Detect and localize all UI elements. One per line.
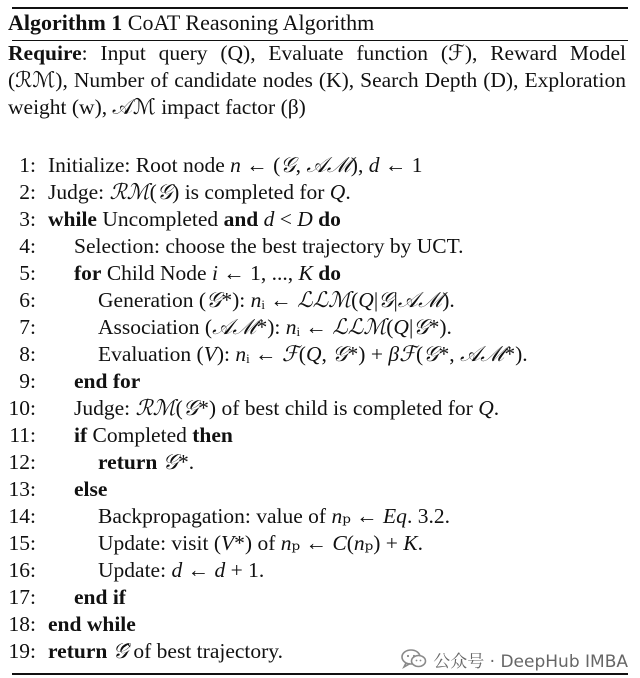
step-fragment: Evaluation ( bbox=[98, 342, 204, 366]
algorithm-step bbox=[0, 206, 640, 233]
math-symbol: β bbox=[388, 342, 400, 366]
algorithm-step bbox=[0, 476, 640, 503]
step-fragment: ( bbox=[386, 315, 394, 339]
keyword: do bbox=[318, 207, 341, 231]
step-fragment: | bbox=[373, 288, 379, 312]
math-symbol: 𝒢 bbox=[280, 153, 296, 178]
math-symbol: n bbox=[280, 531, 292, 555]
math-symbol: Q bbox=[478, 396, 494, 420]
algorithm-steps bbox=[0, 152, 640, 665]
algorithm-step bbox=[0, 341, 640, 368]
step-text bbox=[74, 233, 463, 260]
math-symbol: 𝒢 bbox=[206, 288, 222, 313]
require-block bbox=[8, 40, 626, 121]
step-fragment: *). bbox=[504, 342, 528, 366]
algorithm-label: Algorithm 1 bbox=[8, 10, 123, 35]
step-fragment: . 3.2. bbox=[406, 504, 450, 528]
step-fragment: ₚ) + bbox=[364, 531, 404, 555]
step-fragment: , bbox=[295, 153, 307, 177]
step-fragment: Backpropagation: value of bbox=[98, 504, 332, 528]
wechat-icon bbox=[401, 648, 427, 670]
step-fragment: ᵢ ← bbox=[246, 342, 282, 366]
math-symbol: 𝒢̂ bbox=[112, 639, 129, 664]
step-number: 8: bbox=[19, 342, 36, 366]
math-symbol: Q bbox=[358, 288, 374, 312]
algorithm-step bbox=[0, 584, 640, 611]
math-symbol: 𝒢 bbox=[423, 342, 439, 367]
step-number: 9: bbox=[19, 369, 36, 393]
step-text bbox=[74, 395, 499, 422]
step-fragment: *) of bbox=[234, 531, 281, 555]
step-fragment: Selection: choose the best trajectory by UCT. bbox=[74, 234, 464, 258]
math-symbol: 𝒢 bbox=[413, 315, 429, 340]
math-symbol: Eq bbox=[383, 504, 407, 528]
step-text bbox=[48, 206, 341, 233]
math-symbol: n bbox=[230, 153, 241, 177]
algorithm-title: CoAT Reasoning Algorithm bbox=[127, 10, 375, 35]
step-number: 15: bbox=[8, 531, 36, 555]
keyword: for bbox=[74, 261, 102, 285]
step-fragment: ( bbox=[415, 342, 424, 366]
step-fragment: . bbox=[345, 180, 351, 204]
step-fragment: ← 1, ..., bbox=[217, 261, 299, 285]
algorithm-caption bbox=[8, 8, 374, 38]
step-text bbox=[48, 152, 422, 179]
math-symbol: D bbox=[297, 207, 313, 231]
step-text bbox=[74, 476, 107, 503]
math-symbol: 𝒢 bbox=[162, 450, 179, 475]
algorithm-step bbox=[0, 422, 640, 449]
step-fragment: Child Node bbox=[101, 261, 212, 285]
step-fragment: ← 1 bbox=[379, 153, 423, 177]
step-fragment: ᵢ ← bbox=[296, 315, 333, 339]
step-fragment: ₚ ← bbox=[291, 531, 333, 555]
step-fragment: Association ( bbox=[98, 315, 213, 339]
step-fragment: ₚ ← bbox=[342, 504, 384, 528]
step-fragment: Completed bbox=[87, 423, 193, 447]
step-fragment: Update: visit ( bbox=[98, 531, 222, 555]
step-text bbox=[98, 314, 452, 341]
algorithm-step bbox=[0, 287, 640, 314]
step-fragment: *): bbox=[221, 288, 251, 312]
watermark bbox=[397, 646, 632, 672]
math-symbol: i bbox=[211, 261, 218, 285]
step-fragment: ), bbox=[350, 153, 369, 177]
math-symbol: 𝒜ℳ bbox=[459, 342, 505, 367]
keyword: return bbox=[98, 450, 158, 474]
step-fragment: ( bbox=[351, 288, 359, 312]
algorithm-step bbox=[0, 368, 640, 395]
step-text bbox=[48, 638, 283, 665]
math-symbol: C bbox=[332, 531, 347, 555]
step-fragment: Judge: bbox=[74, 396, 136, 420]
step-fragment: | bbox=[393, 288, 398, 312]
step-number: 5: bbox=[19, 261, 36, 285]
algorithm-step bbox=[0, 449, 640, 476]
math-symbol: V bbox=[203, 342, 217, 366]
math-symbol: 𝒜ℳ bbox=[212, 315, 257, 340]
keyword: and bbox=[223, 207, 259, 231]
algorithm-step bbox=[0, 152, 640, 179]
step-number: 4: bbox=[19, 234, 36, 258]
step-text bbox=[48, 179, 351, 206]
keyword: then bbox=[192, 423, 233, 447]
step-text bbox=[98, 530, 423, 557]
algorithm-step bbox=[0, 314, 640, 341]
step-text bbox=[74, 368, 140, 395]
require-text: : Input query (Q), Evaluate function (ℱ), Reward Model (ℛℳ), Number of candidate nodes (K), Search Depth (D), Exploration weight (w), 𝒜ℳ impact factor (β) bbox=[8, 41, 626, 119]
bottom-rule bbox=[12, 673, 628, 675]
math-symbol: d bbox=[214, 558, 226, 582]
step-fragment: . bbox=[417, 531, 423, 555]
keyword: end for bbox=[74, 369, 141, 393]
math-symbol: ℛℳ bbox=[109, 180, 150, 205]
step-fragment: Initialize: Root node bbox=[48, 153, 231, 177]
step-text bbox=[98, 341, 528, 368]
math-symbol: 𝒜ℳ bbox=[306, 153, 351, 178]
keyword: if bbox=[74, 423, 88, 447]
step-fragment: Judge: bbox=[48, 180, 110, 204]
algorithm-step bbox=[0, 530, 640, 557]
step-fragment: *): bbox=[256, 315, 286, 339]
step-fragment: *, bbox=[438, 342, 460, 366]
math-symbol: n bbox=[353, 531, 365, 555]
algorithm-step bbox=[0, 557, 640, 584]
step-number: 16: bbox=[8, 558, 36, 582]
step-number: 18: bbox=[8, 612, 36, 636]
math-symbol: ℛℳ bbox=[135, 396, 176, 421]
step-text bbox=[98, 287, 455, 314]
algorithm-step bbox=[0, 179, 640, 206]
step-number: 7: bbox=[19, 315, 36, 339]
step-number: 10: bbox=[8, 396, 36, 420]
step-text bbox=[98, 503, 450, 530]
keyword: do bbox=[318, 261, 341, 285]
keyword: end while bbox=[48, 612, 136, 636]
step-fragment: ): bbox=[216, 342, 236, 366]
step-fragment: Update: bbox=[98, 558, 172, 582]
algorithm-step bbox=[0, 503, 640, 530]
math-symbol: Q bbox=[305, 342, 322, 366]
math-symbol: d bbox=[368, 153, 380, 177]
algorithm-step bbox=[0, 395, 640, 422]
step-fragment: | bbox=[408, 315, 414, 339]
step-text bbox=[48, 611, 136, 638]
step-text bbox=[98, 449, 194, 476]
step-text bbox=[74, 260, 341, 287]
step-fragment: ( bbox=[346, 531, 354, 555]
math-symbol: 𝒜ℳ bbox=[397, 288, 443, 313]
step-fragment: ( bbox=[175, 396, 183, 420]
step-number: 3: bbox=[19, 207, 36, 231]
keyword: while bbox=[48, 207, 97, 231]
math-symbol: d bbox=[263, 207, 275, 231]
step-fragment: ← bbox=[182, 558, 215, 582]
math-symbol: n bbox=[331, 504, 343, 528]
step-fragment: ). bbox=[442, 288, 455, 312]
step-fragment: *). bbox=[428, 315, 452, 339]
keyword: else bbox=[74, 477, 108, 501]
require-keyword: Require bbox=[8, 41, 82, 65]
step-number: 12: bbox=[8, 450, 36, 474]
step-fragment: ) is completed for bbox=[172, 180, 330, 204]
step-number: 6: bbox=[19, 288, 36, 312]
step-fragment: *. bbox=[178, 450, 195, 474]
math-symbol: 𝒢 bbox=[378, 288, 394, 313]
math-symbol: 𝒢 bbox=[156, 180, 173, 205]
step-text bbox=[74, 422, 233, 449]
step-text bbox=[74, 584, 126, 611]
math-symbol: Q bbox=[329, 180, 346, 204]
algorithm-step bbox=[0, 233, 640, 260]
algorithm-step bbox=[0, 260, 640, 287]
step-fragment: *) of best child is completed for bbox=[198, 396, 479, 420]
keyword: return bbox=[48, 639, 108, 663]
step-text bbox=[98, 557, 264, 584]
step-number: 11: bbox=[9, 423, 36, 447]
step-fragment: < bbox=[274, 207, 298, 231]
step-fragment: Uncompleted bbox=[96, 207, 224, 231]
step-fragment: + 1. bbox=[225, 558, 265, 582]
step-number: 13: bbox=[8, 477, 36, 501]
step-fragment: ( bbox=[298, 342, 306, 366]
step-fragment: ← ( bbox=[240, 153, 281, 177]
step-number: 1: bbox=[19, 153, 36, 177]
math-symbol: n bbox=[285, 315, 297, 339]
algorithm-step bbox=[0, 611, 640, 638]
keyword: end if bbox=[74, 585, 126, 609]
math-symbol: n bbox=[235, 342, 247, 366]
math-symbol: ℱ bbox=[399, 342, 416, 367]
math-symbol: Q bbox=[393, 315, 409, 339]
math-symbol: ℱ bbox=[281, 342, 299, 367]
step-number: 19: bbox=[8, 639, 36, 663]
math-symbol: 𝒢 bbox=[182, 396, 199, 421]
math-symbol: K bbox=[403, 531, 418, 555]
step-fragment: ( bbox=[149, 180, 157, 204]
step-fragment: *) + bbox=[347, 342, 389, 366]
math-symbol: V bbox=[221, 531, 235, 555]
step-fragment: ᵢ ← bbox=[261, 288, 298, 312]
step-fragment: of best trajectory. bbox=[128, 639, 284, 663]
math-symbol: d bbox=[171, 558, 183, 582]
step-number: 14: bbox=[8, 504, 36, 528]
step-fragment: . bbox=[493, 396, 500, 420]
watermark-text: 公众号 · DeepHub IMBA bbox=[433, 651, 628, 672]
step-number: 2: bbox=[19, 180, 36, 204]
step-fragment: Generation ( bbox=[98, 288, 207, 312]
math-symbol: 𝒢 bbox=[332, 342, 348, 367]
step-fragment: , bbox=[321, 342, 333, 366]
math-symbol: K bbox=[298, 261, 313, 285]
math-symbol: ℒℒℳ bbox=[332, 315, 387, 340]
step-number: 17: bbox=[8, 585, 36, 609]
math-symbol: n bbox=[250, 288, 262, 312]
math-symbol: ℒℒℳ bbox=[297, 288, 352, 313]
